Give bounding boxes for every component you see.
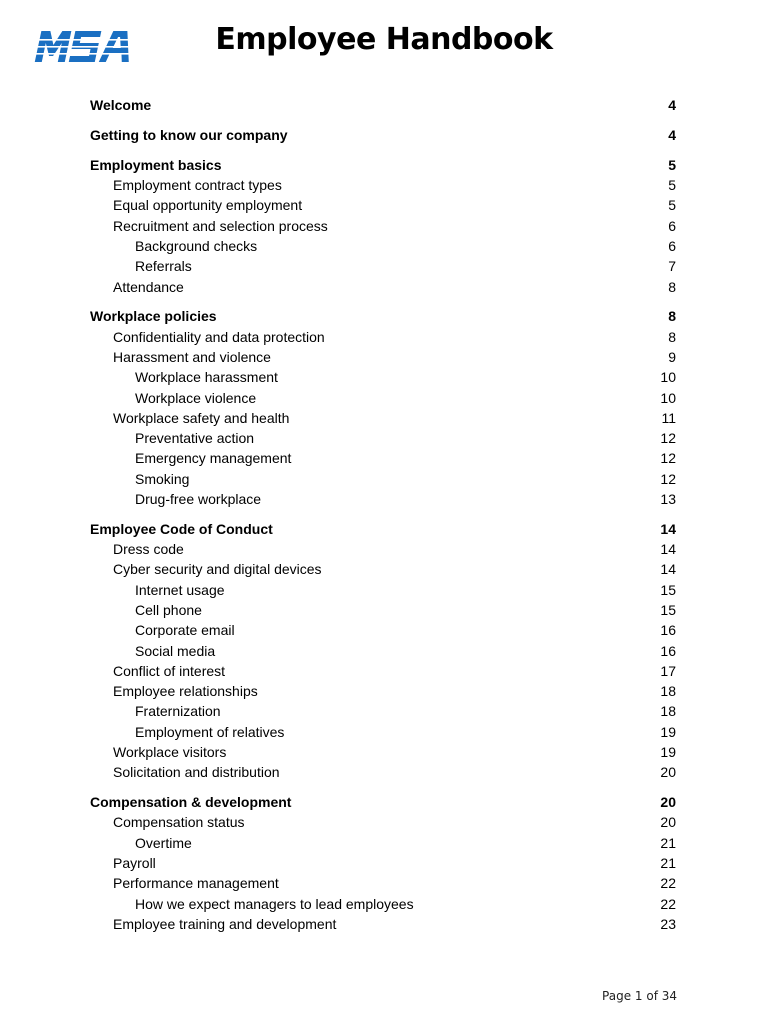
toc-entry[interactable] xyxy=(90,762,678,782)
toc-entry-label: Overtime xyxy=(135,834,192,851)
toc-entry-label: Performance management xyxy=(113,875,279,892)
toc-entry[interactable] xyxy=(90,701,678,721)
toc-entry[interactable] xyxy=(90,428,678,448)
toc-entry[interactable] xyxy=(90,175,678,195)
toc-entry[interactable] xyxy=(90,489,678,509)
toc-entry-page: 9 xyxy=(668,348,676,365)
toc-entry-label: Getting to know our company xyxy=(90,126,288,143)
toc-entry-label: Welcome xyxy=(90,97,152,114)
toc-entry[interactable] xyxy=(90,914,678,934)
toc-entry-page: 21 xyxy=(660,834,676,851)
toc-entry-label: Workplace safety and health xyxy=(113,409,290,426)
toc-entry-label: Referrals xyxy=(135,258,192,275)
toc-entry-page: 8 xyxy=(668,308,676,325)
toc-entry-label: Cell phone xyxy=(135,601,202,618)
toc-entry[interactable] xyxy=(90,559,678,579)
toc-entry-label: Employment of relatives xyxy=(135,723,285,740)
toc-entry-label: Corporate email xyxy=(135,622,235,639)
toc-entry-label: Conflict of interest xyxy=(113,662,226,679)
table-of-contents xyxy=(90,95,678,934)
toc-entry-label: Employee relationships xyxy=(113,683,258,700)
toc-entry[interactable] xyxy=(90,722,678,742)
toc-entry[interactable] xyxy=(90,215,678,235)
toc-entry-page: 15 xyxy=(660,581,676,598)
toc-entry-page: 4 xyxy=(668,126,676,143)
toc-entry-label: Confidentiality and data protection xyxy=(113,328,325,345)
toc-entry-page: 15 xyxy=(660,601,676,618)
toc-entry-page: 22 xyxy=(660,895,676,912)
document-title: Employee Handbook xyxy=(215,22,553,57)
toc-entry-page: 10 xyxy=(660,369,676,386)
toc-entry[interactable] xyxy=(90,833,678,853)
toc-entry-page: 20 xyxy=(660,794,676,811)
toc-entry-label: Smoking xyxy=(135,470,190,487)
toc-entry[interactable] xyxy=(90,661,678,681)
toc-entry-page: 14 xyxy=(660,520,676,537)
toc-entry[interactable] xyxy=(90,873,678,893)
toc-entry-label: Cyber security and digital devices xyxy=(113,561,322,578)
toc-entry-page: 10 xyxy=(660,389,676,406)
toc-entry[interactable] xyxy=(90,387,678,407)
toc-entry-page: 6 xyxy=(668,217,676,234)
toc-entry-label: Equal opportunity employment xyxy=(113,197,303,214)
toc-entry-page: 18 xyxy=(660,683,676,700)
toc-entry[interactable] xyxy=(90,681,678,701)
toc-entry-page: 11 xyxy=(661,409,676,426)
toc-entry-page: 17 xyxy=(660,662,676,679)
toc-entry-page: 22 xyxy=(660,875,676,892)
toc-entry-page: 5 xyxy=(668,197,676,214)
toc-entry-page: 18 xyxy=(660,703,676,720)
toc-entry[interactable] xyxy=(90,236,678,256)
toc-entry-page: 8 xyxy=(668,328,676,345)
toc-entry-label: Drug-free workplace xyxy=(135,490,262,507)
toc-entry-label: Emergency management xyxy=(135,450,292,467)
toc-entry[interactable] xyxy=(90,893,678,913)
toc-entry[interactable] xyxy=(90,276,678,296)
toc-entry[interactable] xyxy=(90,600,678,620)
toc-entry-page: 12 xyxy=(660,450,676,467)
toc-entry-page: 20 xyxy=(660,764,676,781)
toc-entry-page: 5 xyxy=(668,156,676,173)
toc-entry[interactable] xyxy=(90,539,678,559)
toc-entry-page: 23 xyxy=(660,915,676,932)
toc-entry[interactable] xyxy=(90,326,678,346)
toc-entry-label: Fraternization xyxy=(135,703,221,720)
toc-entry-label: Workplace violence xyxy=(135,389,257,406)
toc-entry[interactable] xyxy=(90,640,678,660)
toc-entry-page: 20 xyxy=(660,814,676,831)
toc-entry-label: Social media xyxy=(135,642,216,659)
toc-entry-label: Solicitation and distribution xyxy=(113,764,280,781)
toc-entry[interactable] xyxy=(90,580,678,600)
toc-entry[interactable] xyxy=(90,620,678,640)
toc-entry-page: 12 xyxy=(660,430,676,447)
toc-entry-label: Harassment and violence xyxy=(113,348,271,365)
toc-entry-page: 12 xyxy=(660,470,676,487)
toc-entry-label: Workplace policies xyxy=(90,308,217,325)
toc-entry-label: Workplace visitors xyxy=(113,744,227,761)
toc-entry-page: 16 xyxy=(660,642,676,659)
toc-entry-page: 16 xyxy=(660,622,676,639)
toc-entry[interactable] xyxy=(90,448,678,468)
toc-entry-label: Background checks xyxy=(135,237,258,254)
toc-entry-page: 14 xyxy=(660,541,676,558)
toc-entry[interactable] xyxy=(90,853,678,873)
toc-entry[interactable] xyxy=(90,256,678,276)
toc-entry-label: Dress code xyxy=(113,541,184,558)
toc-entry[interactable] xyxy=(90,367,678,387)
toc-entry-label: Recruitment and selection process xyxy=(113,217,328,234)
toc-entry-page: 5 xyxy=(668,177,676,194)
toc-entry-page: 19 xyxy=(660,723,676,740)
toc-entry[interactable] xyxy=(90,306,678,326)
toc-entry[interactable] xyxy=(90,155,678,175)
toc-entry[interactable] xyxy=(90,347,678,367)
toc-entry[interactable] xyxy=(90,792,678,812)
toc-entry-label: Employee training and development xyxy=(113,915,337,932)
toc-entry[interactable] xyxy=(90,125,678,145)
toc-entry-label: Compensation & development xyxy=(90,794,292,811)
toc-entry-page: 19 xyxy=(660,744,676,761)
toc-entry[interactable] xyxy=(90,519,678,539)
toc-entry-label: Workplace harassment xyxy=(135,369,278,386)
toc-entry-page: 4 xyxy=(668,97,676,114)
toc-entry-page: 21 xyxy=(660,855,676,872)
toc-entry[interactable] xyxy=(90,95,678,115)
toc-entry-label: Preventative action xyxy=(135,430,255,447)
toc-entry-label: Employment contract types xyxy=(113,177,282,194)
toc-entry-label: Payroll xyxy=(113,855,156,872)
toc-entry-label: Internet usage xyxy=(135,581,225,598)
toc-entry-page: 8 xyxy=(668,278,676,295)
toc-entry[interactable] xyxy=(90,195,678,215)
toc-entry[interactable] xyxy=(90,812,678,832)
toc-entry-label: Attendance xyxy=(113,278,184,295)
toc-entry-label: Compensation status xyxy=(113,814,245,831)
toc-entry-label: How we expect managers to lead employees xyxy=(135,895,414,912)
toc-entry-label: Employee Code of Conduct xyxy=(90,520,273,537)
toc-entry-page: 13 xyxy=(660,490,676,507)
page-number: Page 1 of 34 xyxy=(602,989,677,1003)
toc-entry[interactable] xyxy=(90,469,678,489)
toc-entry-label: Employment basics xyxy=(90,156,222,173)
toc-entry-page: 14 xyxy=(660,561,676,578)
toc-entry[interactable] xyxy=(90,742,678,762)
toc-entry-page: 6 xyxy=(668,237,676,254)
toc-entry-page: 7 xyxy=(668,258,676,275)
toc-entry[interactable] xyxy=(90,408,678,428)
